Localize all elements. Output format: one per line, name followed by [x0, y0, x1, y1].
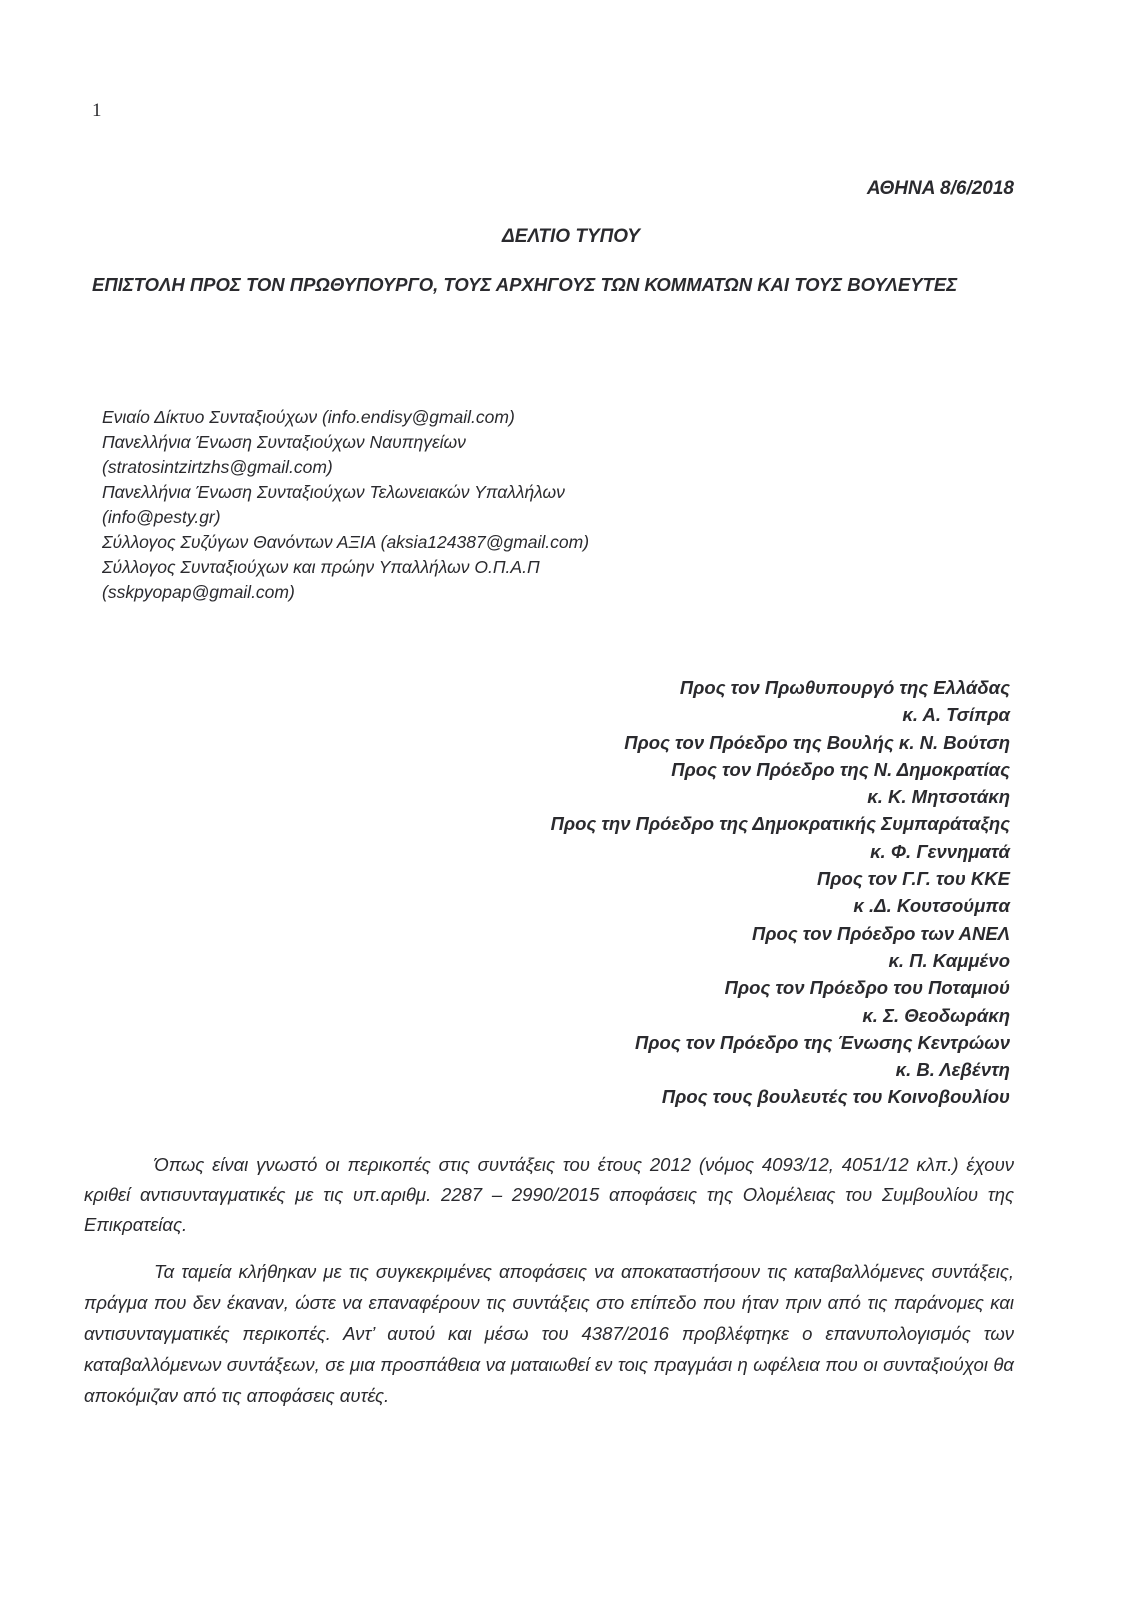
recipient-line: κ. Α. Τσίπρα — [902, 704, 1010, 726]
recipient-line: κ. Κ. Μητσοτάκη — [867, 786, 1010, 808]
recipient-line: Προς τους βουλευτές του Κοινοβουλίου — [661, 1086, 1010, 1108]
sender-line: (stratosintzirtzhs@gmail.com) — [102, 457, 333, 477]
recipient-line: Προς τον Πρωθυπουργό της Ελλάδας — [679, 677, 1010, 698]
recipient-line: κ. Π. Καμμένο — [888, 949, 1010, 971]
subject-line: ΕΠΙΣΤΟΛΗ ΠΡΟΣ ΤΟΝ ΠΡΩΘΥΠΟΥΡΓΟ, ΤΟΥΣ ΑΡΧΗΓΟΥΣ ΤΩΝ ΚΟΜΜΑΤΩΝ ΚΑΙ ΤΟΥΣ ΒΟΥΛΕΥΤΕΣ — [92, 274, 958, 295]
recipient-line: κ .Δ. Κουτσούμπα — [853, 895, 1010, 917]
date-line: ΑΘΗΝΑ 8/6/2018 — [866, 178, 1014, 199]
recipient-line: κ. Φ. Γεννηματά — [870, 840, 1010, 862]
recipient-line: κ. Σ. Θεοδωράκη — [862, 1004, 1010, 1026]
recipient-line: Προς τον Πρόεδρο της Βουλής κ. Ν. Βούτση — [624, 731, 1010, 753]
recipient-line: κ. Β. Λεβέντη — [895, 1059, 1010, 1081]
sender-line: Ενιαίο Δίκτυο Συνταξιούχων (info.endisy@gmail.com) — [102, 407, 515, 427]
sender-line: Σύλλογος Συζύγων Θανόντων ΑΞΙΑ (aksia124387@gmail.com) — [102, 532, 590, 552]
recipients-block — [390, 674, 1010, 1111]
sender-line: Σύλλογος Συνταξιούχων και πρώην Υπαλλήλων Ο.Π.Α.Π — [102, 557, 540, 577]
sender-line: Πανελλήνια Ένωση Συνταξιούχων Τελωνειακών Υπαλλήλων — [102, 482, 565, 502]
body-paragraph-2: Τα ταμεία κλήθηκαν με τις συγκεκριμένες αποφάσεις να αποκαταστήσουν τις καταβαλλόμενες συντάξεις, πράγμα που δεν έκαναν, ώστε να επαναφέρουν τις συντάξεις στο επίπεδο που ήταν πριν από τις παράνομες και αντισυνταγματικές περικοπές. Αντ’ αυτού και μέσω του 4387/2016 προβλέφτηκε ο επανυπολογισμός των καταβαλλόμενων συντάξεων, σε μια προσπάθεια να ματαιωθεί εν τοις πραγμάσι η ωφέλεια που οι συνταξιούχοι θα αποκόμιζαν από τις αποφάσεις αυτές. — [84, 1261, 1014, 1406]
recipient-line: Προς τον Πρόεδρο της Ν. Δημοκρατίας — [671, 758, 1010, 780]
recipient-line: Προς τον Γ.Γ. του ΚΚΕ — [817, 868, 1010, 890]
page-number: 1 — [92, 100, 102, 121]
senders-block — [102, 405, 722, 605]
body-paragraph-1: Όπως είναι γνωστό οι περικοπές στις συντάξεις του έτους 2012 (νόμος 4093/12, 4051/12 κλπ.) έχουν κριθεί αντισυνταγματικές με τις υπ.αριθμ. 2287 – 2990/2015 αποφάσεις της Ολομέλειας του Συμβουλίου της Επικρατείας. — [84, 1154, 1014, 1235]
sender-line: Πανελλήνια Ένωση Συνταξιούχων Ναυπηγείων — [102, 432, 466, 452]
recipient-line: Προς την Πρόεδρο της Δημοκρατικής Συμπαράταξης — [550, 813, 1010, 835]
recipient-line: Προς τον Πρόεδρο των ΑΝΕΛ — [751, 922, 1010, 944]
sender-line: (sskpyopap@gmail.com) — [102, 582, 295, 602]
sender-line: (info@pesty.gr) — [102, 507, 221, 527]
recipient-line: Προς τον Πρόεδρο του Ποταμιού — [724, 977, 1010, 999]
press-release-title: ΔΕΛΤΙΟ ΤΥΠΟΥ — [502, 226, 640, 247]
recipient-line: Προς τον Πρόεδρο της Ένωσης Κεντρώων — [635, 1031, 1010, 1053]
